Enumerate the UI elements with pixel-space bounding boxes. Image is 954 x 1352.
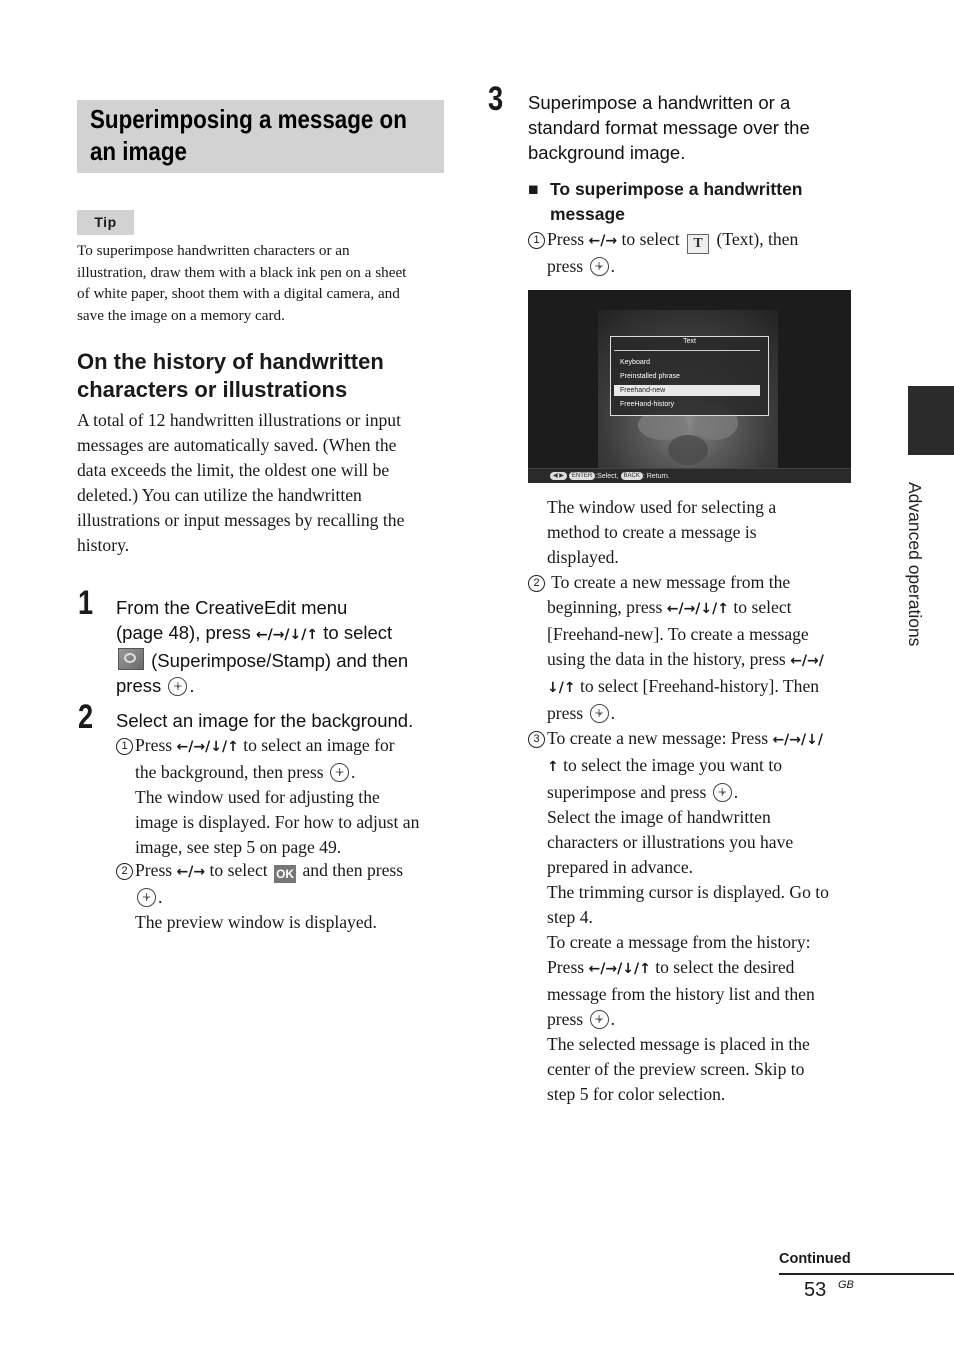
body-line: Select the image of handwritten (547, 807, 771, 827)
body-line (528, 595, 858, 622)
history-line: data exceeds the limit, the oldest one will be (77, 460, 390, 480)
tip-line: illustration, draw them with a black ink pen on a sheet (77, 263, 407, 281)
arrow-chip: ◀ ▶ (550, 472, 567, 480)
step-2-substep-2 (116, 858, 456, 935)
history-paragraph (77, 408, 447, 558)
text-fragment: to select (205, 860, 273, 880)
step-2-line: The window used for adjusting the (135, 787, 380, 807)
text-fragment: . (610, 256, 615, 276)
history-line: A total of 12 handwritten illustrations or input (77, 410, 401, 430)
enter-button-icon (590, 704, 609, 723)
tip-line: To superimpose handwritten characters or an (77, 242, 350, 259)
text-fragment: to select (617, 229, 685, 249)
history-line: history. (77, 535, 130, 555)
text-fragment: beginning, press (547, 597, 667, 617)
step-1-line (116, 673, 456, 698)
arrow-keys-icon: ←/→ (176, 864, 206, 880)
text-fragment: press (547, 1009, 588, 1029)
screen-help-bar (528, 468, 851, 483)
text-fragment: Press (135, 735, 177, 755)
body-line: center of the preview screen. Skip to (547, 1059, 805, 1079)
circled-number: 2 (116, 863, 133, 880)
photo-center (668, 435, 708, 465)
text-fragment: . (189, 675, 195, 696)
footer-rule (779, 1273, 954, 1275)
body-line: The trimming cursor is displayed. Go to (547, 882, 829, 902)
history-line: illustrations or input messages by recalling the (77, 510, 405, 530)
tip-label: Tip (77, 210, 134, 235)
text-fragment: press (547, 703, 588, 723)
step-2-line: image, see step 5 on page 49. (135, 837, 342, 857)
text-fragment: . (158, 887, 163, 907)
text-fragment: (Superimpose/Stamp) and then (146, 650, 409, 671)
body-line: prepared in advance. (547, 857, 694, 877)
menu-item-keyboard[interactable]: Keyboard (620, 359, 650, 366)
body-line: The selected message is placed in the (547, 1034, 810, 1054)
body-line (528, 955, 858, 982)
arrow-keys-icon: ↓/↑ (547, 680, 576, 696)
handwritten-subheading (528, 177, 858, 227)
history-line: messages are automatically saved. (When the (77, 435, 397, 455)
enter-button-icon (168, 677, 187, 696)
menu-item-freehand-new[interactable]: Freehand-new (614, 385, 760, 396)
enter-button-icon (590, 257, 609, 276)
step-2-line (116, 858, 456, 885)
circled-number: 3 (528, 731, 545, 748)
enter-chip: ENTER (569, 472, 595, 480)
help-select-text: :Select, (595, 473, 619, 480)
section-title-line-2: an image (90, 136, 187, 166)
text-fragment: to select [Freehand-history]. Then (575, 676, 820, 696)
text-fragment: . (733, 782, 739, 802)
text-fragment: (page 48), press (116, 622, 256, 643)
text-fragment: To superimpose a handwritten (550, 179, 803, 199)
circled-number: 1 (116, 738, 133, 755)
section-heading-box (77, 100, 444, 173)
step-3-line: standard format message over the (528, 117, 810, 138)
circled-number: 1 (528, 232, 545, 249)
text-fragment: . (351, 762, 356, 782)
text-tool-icon: T (687, 234, 709, 254)
tip-line: of white paper, shoot them with a digital camera, and (77, 285, 400, 303)
arrow-keys-icon: ←/→/↓/↑ (255, 627, 319, 643)
arrow-keys-icon: ←/→ (588, 233, 618, 249)
step-2-number: 2 (78, 698, 94, 736)
section-title (90, 103, 434, 167)
page-region-suffix: GB (838, 1279, 854, 1291)
subheading-line: message (550, 204, 625, 224)
text-fragment: to select the desired (650, 957, 795, 977)
body-line: characters or illustrations you have (547, 832, 794, 852)
step-3-line: Superimpose a handwritten or a (528, 92, 791, 113)
text-fragment: Press (135, 860, 177, 880)
continued-label: Continued (779, 1251, 851, 1267)
menu-item-preinstalled-phrase[interactable]: Preinstalled phrase (620, 373, 680, 380)
menu-title: Text (683, 338, 696, 345)
body-line (528, 726, 858, 753)
section-title-line-1: Superimposing a message on (90, 104, 407, 134)
step-3-line (528, 254, 858, 279)
text-fragment: the background, then press (135, 762, 328, 782)
step-1-line (116, 620, 456, 648)
enter-button-icon (137, 888, 156, 907)
text-fragment: Press (547, 229, 589, 249)
history-line: deleted.) You can utilize the handwritten (77, 485, 362, 505)
text-menu-dialog (610, 336, 769, 416)
step-2-title: Select an image for the background. (116, 710, 414, 731)
step-1-text (116, 595, 456, 698)
body-line (528, 647, 858, 674)
text-fragment: and then press (298, 860, 404, 880)
body-line: [Freehand-new]. To create a message (547, 624, 809, 644)
help-return-text: : Return. (642, 473, 670, 480)
tip-line: save the image on a memory card. (77, 307, 285, 325)
history-heading-line-2: characters or illustrations (77, 377, 348, 402)
body-line (528, 753, 858, 780)
text-fragment: to select (318, 622, 393, 643)
body-line: displayed. (547, 547, 619, 567)
arrow-keys-icon: ←/→/↓/↑ (588, 961, 651, 977)
body-line: message from the history list and then (547, 984, 815, 1004)
step-2-line: image is displayed. For how to adjust an (135, 812, 420, 832)
back-chip: BACK (621, 472, 643, 480)
text-fragment: To create a new message from the (547, 572, 791, 592)
body-line (528, 674, 858, 701)
menu-divider (614, 350, 760, 351)
superimpose-stamp-icon (118, 648, 144, 670)
ok-icon: OK (276, 867, 295, 881)
body-line: step 5 for color selection. (547, 1084, 726, 1104)
body-line (528, 570, 858, 595)
text-fragment: . (610, 1009, 615, 1029)
subheading-line (528, 177, 858, 202)
step-3-number: 3 (488, 80, 504, 118)
after-screen-text (528, 495, 858, 1107)
text-fragment: press (547, 256, 588, 276)
circled-number: 2 (528, 575, 545, 592)
step-3-line: background image. (528, 142, 686, 163)
arrow-keys-icon: ←/→/↓/↑ (176, 739, 239, 755)
enter-button-icon (713, 783, 732, 802)
step-1-line: From the CreativeEdit menu (116, 597, 348, 618)
step-1-line (116, 648, 456, 673)
text-fragment: to select an image for (238, 735, 395, 755)
step-2-substep-1 (116, 733, 456, 860)
text-fragment: Press (547, 957, 589, 977)
text-fragment: (Text), then (712, 229, 799, 249)
arrow-up-icon: ↑ (547, 759, 559, 775)
text-fragment: to select the image you want to (558, 755, 783, 775)
enter-button-icon (330, 763, 349, 782)
text-fragment: using the data in the history, press (547, 649, 791, 669)
arrow-keys-icon: ←/→/↓/↑ (666, 601, 729, 617)
body-line (528, 1007, 858, 1032)
arrow-keys-icon: ←/→/↓/ (772, 732, 823, 748)
history-heading (77, 348, 447, 404)
page-number: 53 (804, 1279, 827, 1301)
text-fragment: . (610, 703, 615, 723)
chapter-label: Advanced operations (905, 482, 925, 647)
body-line: method to create a message is (547, 522, 757, 542)
body-line (528, 780, 858, 805)
text-fragment: to select (729, 597, 792, 617)
enter-button-icon (590, 1010, 609, 1029)
text-fragment: To create a new message: Press (547, 728, 773, 748)
step-2-line (116, 885, 456, 910)
step-3-substep-1 (528, 227, 858, 279)
body-line: To create a message from the history: (547, 932, 811, 952)
step-3-text (528, 90, 858, 165)
step-2-line (116, 733, 456, 760)
body-line: The window used for selecting a (547, 497, 777, 517)
step-3-line (528, 227, 858, 254)
body-line (528, 701, 858, 726)
tip-text (77, 240, 447, 327)
menu-item-freehand-history[interactable]: FreeHand-history (620, 401, 675, 408)
step-2-line: The preview window is displayed. (135, 912, 377, 932)
square-bullet-icon: ■ (528, 179, 539, 199)
chapter-tab (908, 386, 954, 455)
history-heading-line-1: On the history of handwritten (77, 349, 384, 374)
step-1-number: 1 (78, 584, 94, 622)
step-2-line (116, 760, 456, 785)
arrow-keys-icon: ←/→/ (790, 653, 824, 669)
screen-capture (528, 290, 851, 483)
body-line: step 4. (547, 907, 593, 927)
text-fragment: superimpose and press (547, 782, 711, 802)
text-fragment: press (116, 675, 167, 696)
